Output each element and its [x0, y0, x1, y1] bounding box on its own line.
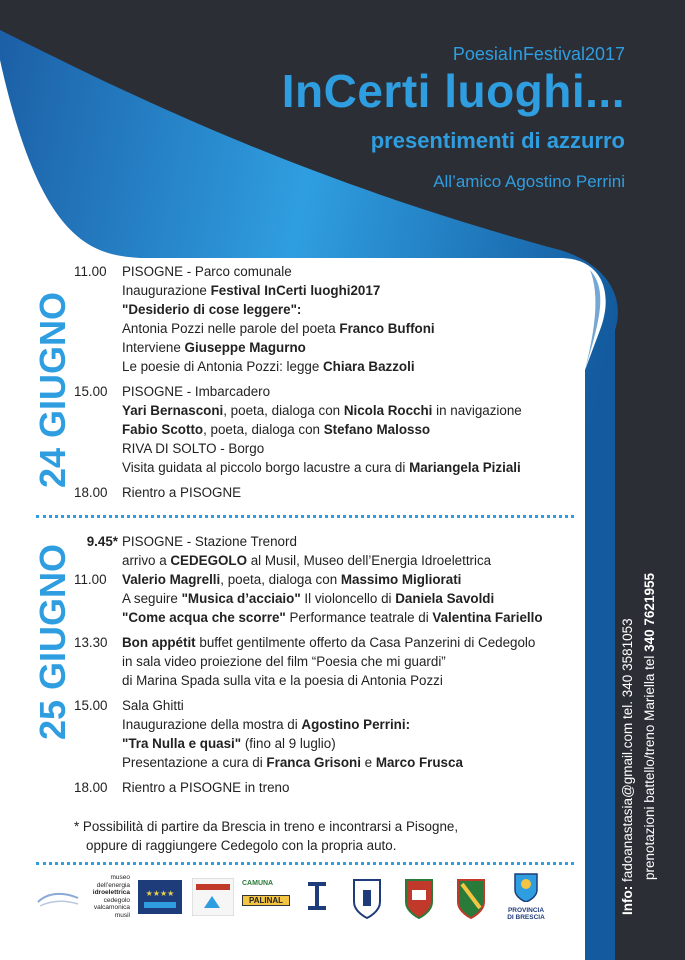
logo-text: CAMUNA — [242, 880, 274, 887]
footnote-line: * Possibilità di partire da Brescia in treno e incontrarsi a Pisogne, — [74, 819, 459, 834]
event-body — [122, 696, 463, 772]
logo-text: DI BRESCIA — [507, 914, 545, 921]
event-line — [122, 458, 522, 477]
sponsor-logos — [30, 870, 550, 940]
logo-text: cedegolo — [103, 896, 130, 904]
event-line: RIVA DI SOLTO - Borgo — [122, 441, 265, 456]
event-row — [74, 570, 543, 627]
schedule-day1 — [74, 262, 522, 502]
coat-of-arms-icon — [513, 872, 539, 902]
event-row — [74, 262, 522, 376]
event-row — [74, 532, 543, 570]
person-name: Fabio Scotto — [122, 422, 204, 437]
logo-text: museo — [110, 874, 130, 881]
footnote — [74, 817, 458, 855]
logo-text: valcamonica — [93, 904, 130, 911]
person-name: Mariangela Piziali — [409, 460, 521, 475]
event-line — [122, 589, 543, 608]
text: al Musil, Museo dell’Energia Idroelettrica — [247, 553, 492, 568]
info-contact — [620, 618, 635, 915]
event-line — [122, 319, 435, 338]
info-label: Info: — [620, 885, 635, 915]
dedication: All’amico Agostino Perrini — [433, 172, 625, 191]
event-line: in sala video proiezione del film “Poesia che mi guardi” — [122, 654, 446, 669]
svg-text:★★★★: ★★★★ — [145, 889, 175, 898]
work-title: "Come acqua che scorre" — [122, 610, 286, 625]
person-name: Valentina Fariello — [432, 610, 543, 625]
logo-text: musil — [114, 911, 130, 919]
person-name: Chiara Bazzoli — [323, 359, 415, 374]
logo-text: PROVINCIA — [507, 907, 545, 914]
time-value: 9.45* — [86, 534, 118, 549]
person-name: Franca Grisoni — [266, 755, 361, 770]
text: , poeta, dialoga con — [220, 572, 341, 587]
event-time: 15.00 — [74, 698, 108, 713]
provincia-logo — [506, 872, 546, 921]
event-line — [122, 420, 522, 439]
event-row — [74, 696, 543, 772]
festival-logo — [36, 888, 80, 910]
event-line — [122, 633, 535, 652]
info-email-phone: fadoanastasia@gmail.com tel. 340 3581053 — [620, 618, 635, 886]
camuna-logo — [242, 880, 290, 906]
logo-text: PALINAL — [242, 895, 290, 906]
event-time — [74, 532, 122, 570]
page-subtitle: presentimenti di azzurro — [370, 128, 625, 153]
event-line — [122, 338, 435, 357]
page-title: InCerti luoghi... — [281, 65, 625, 117]
text: in navigazione — [432, 403, 522, 418]
person-name: Stefano Malosso — [323, 422, 431, 437]
event-line — [122, 734, 463, 753]
logo-text: idroelettrica — [92, 889, 130, 896]
text: Presentazione a cura di — [122, 755, 267, 770]
person-name: Valerio Magrelli — [122, 572, 221, 587]
event-line — [122, 715, 463, 734]
day-label-24: 24 GIUGNO — [32, 291, 73, 488]
event-line: PISOGNE - Imbarcadero — [122, 384, 271, 399]
event-time: 15.00 — [74, 384, 108, 399]
event-time: 18.00 — [74, 780, 108, 795]
text: Inaugurazione — [122, 283, 211, 298]
event-line: Rientro a PISOGNE in treno — [122, 780, 290, 795]
dotted-divider — [36, 515, 574, 518]
person-name: Nicola Rocchi — [343, 403, 433, 418]
festival-highlight: Festival InCerti luoghi2017 — [210, 283, 381, 298]
event-line — [122, 570, 543, 589]
event-line: di Marina Spada sulla vita e la poesia di Antonia Pozzi — [122, 673, 443, 688]
event-body — [122, 532, 491, 570]
dotted-divider — [36, 862, 574, 865]
text: arrivo a — [122, 553, 171, 568]
info-booking — [642, 573, 657, 880]
text: (fino al 9 luglio) — [241, 736, 336, 751]
coat-of-arms-icon — [454, 874, 488, 920]
event-line: PISOGNE - Parco comunale — [122, 264, 292, 279]
event-time: 18.00 — [74, 485, 108, 500]
person-name: Franco Buffoni — [339, 321, 435, 336]
event-line — [122, 401, 522, 420]
booking-phone: 340 7621955 — [642, 573, 657, 652]
event-row — [74, 778, 543, 797]
musil-logo — [82, 874, 130, 919]
event-line — [122, 357, 435, 376]
event-row — [74, 633, 543, 690]
day-label-25: 25 GIUGNO — [32, 543, 73, 740]
booking-text: prenotazioni battello/treno Mariella tel — [642, 651, 657, 880]
event-subtitle: "Desiderio di cose leggere": — [122, 302, 302, 317]
text: , poeta, dialoga con — [223, 403, 344, 418]
event-body — [122, 633, 535, 690]
text: e — [360, 755, 376, 770]
fondazione-logo — [302, 876, 332, 918]
event-highlight: Bon appétit — [122, 635, 196, 650]
event-line — [122, 551, 491, 570]
schedule-day2 — [74, 532, 543, 797]
text: Visita guidata al piccolo borgo lacustre a cura di — [122, 460, 410, 475]
event-time: 11.00 — [74, 572, 107, 587]
person-name: Yari Bernasconi — [122, 403, 224, 418]
event-row — [74, 483, 522, 502]
work-title: "Musica d’acciaio" — [181, 591, 301, 606]
place-name: CEDEGOLO — [170, 553, 248, 568]
festival-name: PoesiaInFestival2017 — [452, 44, 625, 64]
text: Interviene — [122, 340, 185, 355]
text: Performance teatrale di — [285, 610, 433, 625]
event-body — [122, 262, 435, 376]
event-body — [122, 570, 543, 627]
event-row — [74, 382, 522, 477]
person-name: Agostino Perrini: — [301, 717, 411, 732]
person-name: Giuseppe Magurno — [184, 340, 306, 355]
person-name: Massimo Migliorati — [340, 572, 462, 587]
coat-of-arms-icon — [350, 876, 384, 920]
event-line — [122, 300, 435, 319]
text: Le poesie di Antonia Pozzi: legge — [122, 359, 324, 374]
coat-of-arms-icon — [402, 874, 436, 920]
event-time: 13.30 — [74, 635, 108, 650]
event-body — [122, 382, 522, 477]
text: , poeta, dialoga con — [203, 422, 324, 437]
event-line: PISOGNE - Stazione Trenord — [122, 534, 297, 549]
event-line — [122, 281, 435, 300]
text: Inaugurazione della mostra di — [122, 717, 302, 732]
event-line — [122, 608, 543, 627]
fratelli-logo — [192, 878, 234, 916]
hotel-logo — [138, 880, 182, 914]
event-line: Sala Ghitti — [122, 698, 184, 713]
text: Il violoncello di — [300, 591, 396, 606]
work-title: "Tra Nulla e quasi" — [122, 736, 242, 751]
footnote-line: oppure di raggiungere Cedegolo con la propria auto. — [86, 838, 397, 853]
logo-text: dell’energia — [96, 881, 130, 889]
text: buffet gentilmente offerto da Casa Panzerini di Cedegolo — [195, 635, 536, 650]
event-time: 11.00 — [74, 264, 107, 279]
text: A seguire — [122, 591, 182, 606]
person-name: Daniela Savoldi — [395, 591, 495, 606]
person-name: Marco Frusca — [375, 755, 463, 770]
text: Antonia Pozzi nelle parole del poeta — [122, 321, 340, 336]
event-line: Rientro a PISOGNE — [122, 485, 242, 500]
event-line — [122, 753, 463, 772]
